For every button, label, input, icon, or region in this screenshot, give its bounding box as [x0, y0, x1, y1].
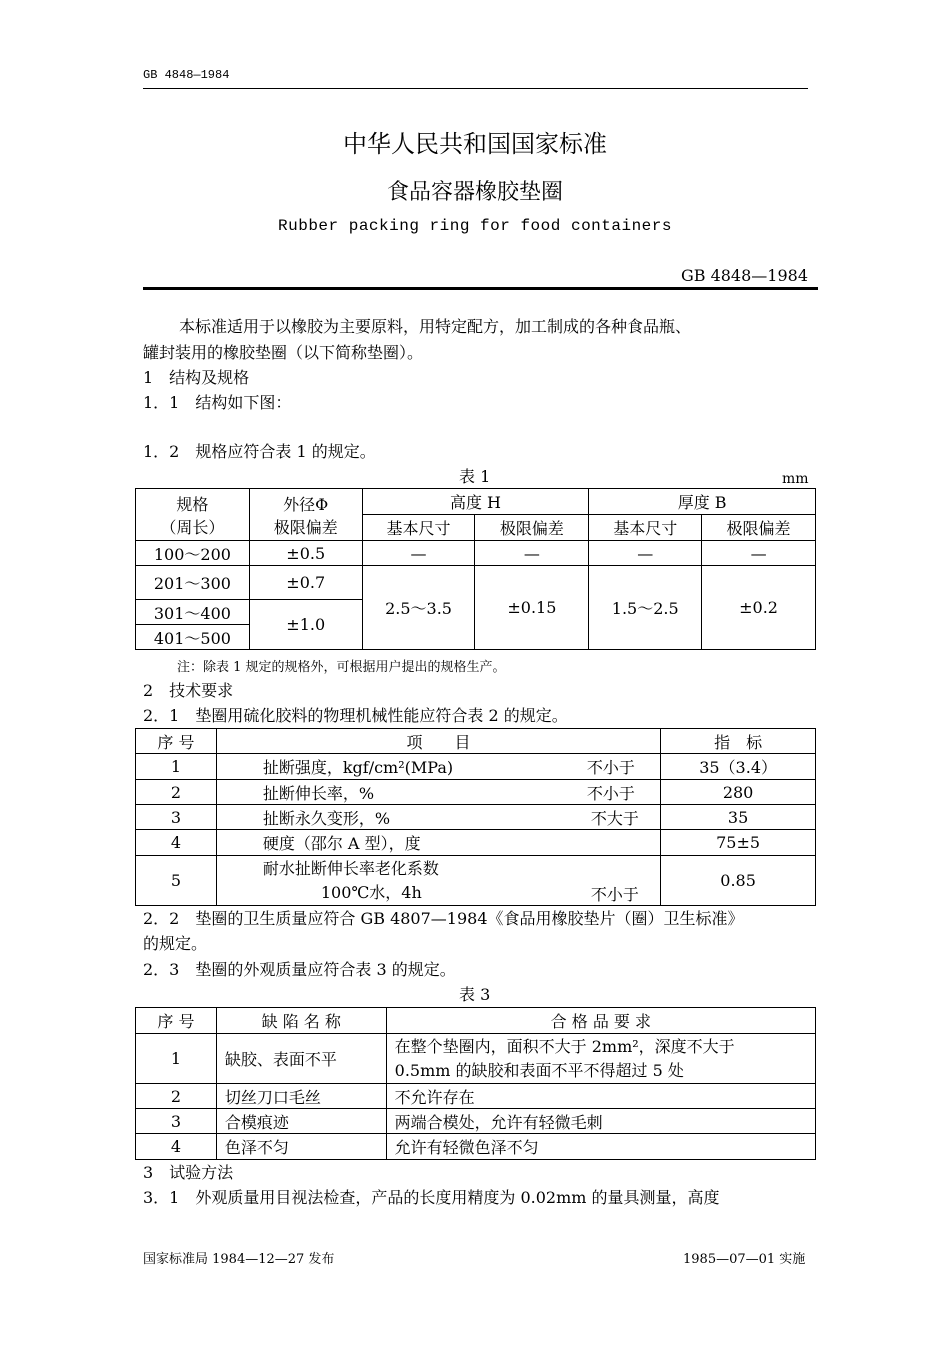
t2-cell-item: 扯断永久变形，% 不大于 [216, 805, 660, 830]
t3-cell-no: 4 [136, 1134, 217, 1160]
table1-caption: 表 1 [459, 467, 491, 486]
title-rule [143, 287, 818, 290]
t3-cell-req: 在整个垫圈内，面积不大于 2mm²，深度不大于 0.5mm 的缺胶和表面不平不得超过 5 处 [386, 1034, 815, 1084]
t1-merged-b-basic: 1.5～2.5 [589, 566, 702, 650]
t3-cell-name: 色泽不匀 [216, 1134, 386, 1160]
t1-header-h-dev: 极限偏差 [475, 515, 589, 541]
t1-cell: ±1.0 [249, 600, 362, 650]
t2-header-no: 序 号 [136, 729, 217, 754]
section-2-heading: 2 技术要求 [143, 681, 234, 700]
t3-header-req: 合 格 品 要 求 [386, 1008, 815, 1034]
section-3-heading: 3 试验方法 [143, 1163, 234, 1182]
t1-cell: 301～400 [136, 600, 250, 625]
section-2-1: 2．1 垫圈用硫化胶料的物理机械性能应符合表 2 的规定。 [143, 706, 568, 725]
t2-cell-val: 0.85 [661, 856, 816, 906]
t1-header-spec: 规格 （周长） [136, 489, 250, 541]
t2-cell-item: 扯断伸长率，% 不小于 [216, 780, 660, 805]
subtitle-cn: 食品容器橡胶垫圈 [386, 180, 563, 205]
t2-cell-no: 1 [136, 754, 217, 780]
t1-header-height: 高度 H [362, 489, 589, 515]
t3-cell-name: 合模痕迹 [216, 1109, 386, 1134]
t1-cell: 201～300 [136, 566, 250, 600]
t1-cell: — [589, 541, 702, 566]
table1-unit: mm [782, 471, 809, 487]
section-1-heading: 1 结构及规格 [143, 368, 250, 387]
t2-cell-no: 5 [136, 856, 217, 906]
footer-effective: 1985—07—01 实施 [683, 1252, 806, 1267]
section-2-2-line1: 2．2 垫圈的卫生质量应符合 GB 4807—1984《食品用橡胶垫片（圈）卫生标准》 [143, 909, 744, 928]
table-3 [135, 1007, 816, 1160]
t2-cell-val: 280 [661, 780, 816, 805]
intro-line-2: 罐封装用的橡胶垫圈（以下简称垫圈）。 [143, 343, 424, 362]
t2-header-item: 项 目 [216, 729, 660, 754]
t1-header-b-basic: 基本尺寸 [589, 515, 702, 541]
title-en: Rubber packing ring for food containers [278, 217, 672, 235]
t3-cell-no: 2 [136, 1084, 217, 1109]
t2-header-index: 指 标 [661, 729, 816, 754]
section-2-3: 2．3 垫圈的外观质量应符合表 3 的规定。 [143, 960, 456, 979]
running-header: GB 4848—1984 [143, 68, 230, 82]
t1-merged-b-dev: ±0.2 [702, 566, 816, 650]
t1-header-thickness: 厚度 B [589, 489, 816, 515]
t1-header-b-dev: 极限偏差 [702, 515, 816, 541]
intro-line-1: 本标准适用于以橡胶为主要原料，用特定配方，加工制成的各种食品瓶、 [179, 317, 692, 336]
t3-cell-name: 缺胶、表面不平 [216, 1034, 386, 1084]
t1-cell: 100～200 [136, 541, 250, 566]
table-2 [135, 728, 816, 906]
footer-issued: 国家标准局 1984—12—27 发布 [143, 1252, 335, 1267]
t3-cell-req: 不允许存在 [386, 1084, 815, 1109]
t2-cell-no: 3 [136, 805, 217, 830]
t2-cell-item: 耐水扯断伸长率老化系数 100℃水，4h 不小于 [216, 856, 660, 906]
t2-cell-item: 硬度（邵尔 A 型），度 [216, 830, 660, 856]
section-3-1: 3．1 外观质量用目视法检查，产品的长度用精度为 0.02mm 的量具测量，高度 [143, 1188, 720, 1207]
section-2-2-line2: 的规定。 [143, 934, 208, 953]
t3-cell-no: 3 [136, 1109, 217, 1134]
t3-header-name: 缺 陷 名 称 [216, 1008, 386, 1034]
table3-caption: 表 3 [459, 985, 491, 1004]
t1-cell: — [702, 541, 816, 566]
t2-cell-no: 2 [136, 780, 217, 805]
table-1 [135, 488, 816, 650]
t1-merged-h-dev: ±0.15 [475, 566, 589, 650]
t1-cell: — [362, 541, 475, 566]
t1-cell: — [475, 541, 589, 566]
title-cn: 中华人民共和国国家标准 [343, 130, 607, 158]
header-rule [143, 88, 808, 89]
t2-cell-no: 4 [136, 830, 217, 856]
t3-cell-name: 切丝刀口毛丝 [216, 1084, 386, 1109]
section-1-2: 1．2 规格应符合表 1 的规定。 [143, 442, 376, 461]
section-1-1: 1．1 结构如下图： [143, 393, 292, 412]
t1-cell: ±0.5 [249, 541, 362, 566]
t1-merged-h-basic: 2.5～3.5 [362, 566, 475, 650]
t1-cell: 401～500 [136, 625, 250, 650]
t2-cell-item: 扯断强度，kgf/cm²(MPa) 不小于 [216, 754, 660, 780]
t3-cell-no: 1 [136, 1034, 217, 1084]
t1-header-h-basic: 基本尺寸 [362, 515, 475, 541]
t1-header-outer: 外径Φ 极限偏差 [249, 489, 362, 541]
standard-number: GB 4848—1984 [680, 266, 808, 285]
table1-note: 注：除表 1 规定的规格外，可根据用户提出的规格生产。 [177, 660, 506, 675]
t3-header-no: 序 号 [136, 1008, 217, 1034]
t3-cell-req: 两端合模处，允许有轻微毛刺 [386, 1109, 815, 1134]
t1-cell: ±0.7 [249, 566, 362, 600]
t2-cell-val: 75±5 [661, 830, 816, 856]
t2-cell-val: 35（3.4） [661, 754, 816, 780]
t3-cell-req: 允许有轻微色泽不匀 [386, 1134, 815, 1160]
t2-cell-val: 35 [661, 805, 816, 830]
